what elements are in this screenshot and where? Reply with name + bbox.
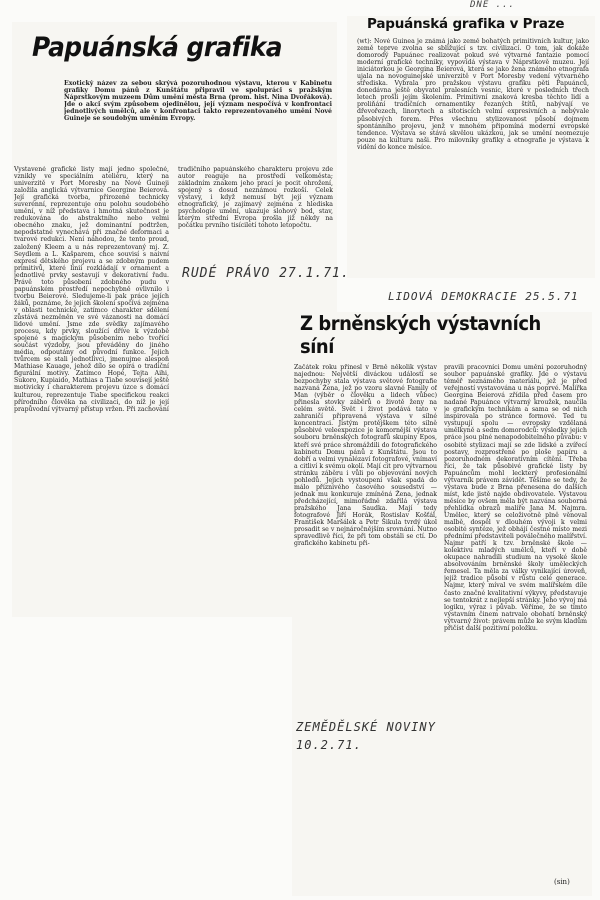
article-column-2: tradičního papuánského charakteru projevu zde autor reaguje na prostředí velkoměsta; základním znakem jeho prací je pocit ohrožení, spojený s dosud neznámou rozkoší. Celek výstavy, i když nemusí být její význam etnografický, je zajímavý zejména z hlediska psychologie umění, ukazuje slohový bod, stav, kterým střední Evropa prošla již někdy na počátku prvního tisíciletí tohoto letopočtu. [178,166,333,230]
article-signature: (sin) [554,878,570,886]
clipping-papuanska-grafika [12,22,337,617]
article-title: Z brněnských výstavních síní [300,312,541,358]
source-label-zemedelske-noviny: ZEMĚDĚLSKÉ NOVINY 10.2.71. [296,720,436,752]
article-column-1: Začátek roku přinesl v Brně několik výstav najednou: Největší diváckou událostí se bezpochyby stala výstava světové fotografie nazvaná Žena, jež po vzoru slavné Family of Man (výběr o člověku a lidech vůbec) přinesla stovky záběrů o životě ženy na celém světě. Svět i život podává tato v zahraničí připravená výstava v silné koncentraci. Jistým protějškem této silně působivé veleexpozice je komornější výstava souboru brněnských fotografů skupiny Epos, kteří své práce shromáždili do fotografického kabinetu Domu pánů z Kunštátu. Jsou to dobří a velmi vynalézaví fotografové, vnímaví a citliví k svému okolí. Mají cit pro výtvarnou stránku záběru i vůli po objevování nových pohledů. Jejich vystoupení však spadá do málo příznivého časového sousedství — jednak mu konkuruje zmíněná Žena, jednak předcházející, mimořádně zdařilá výstava pražského Jana Saudka. Mají tedy fotografové Jiří Horák, Rostislav Košťál, František Maršálek a Petr Šikula tvrdý úkol prosadit se v nejnáročnějším srovnání. Nutno spravedlivě říci, že při tom obstáli se ctí. Do grafického kabinetu při- [294,364,437,548]
source-label-rude-pravo: RUDÉ PRÁVO 27.1.71. [182,266,350,281]
article-column-2: pravili pracovníci Domu umění pozoruhodný soubor papuánské grafiky. Jde o výstavu téměř neznámého materiálu, jež je před veřejností vystavována u nás poprvé. Malířka Georgina Beierová zřídila před časem pro nadané Papuánce výtvarný kroužek, naučila je grafickým technikám a sama se od nich inspirovala po stránce formové. Ted tu vystupují spolu — evropsky vzdělaná umělkyně a sedm domorodců: výsledky jejich práce jsou plné nenapodobitelného půvabu: v osobité stylizaci mají se zde lidské a zvířecí postavy, rozprostřené po ploše papíru a pozoruhodném dekorativním cítění. Třeba říci, že tak působivé grafické listy by Papuáncům mohl leckterý profesionální výtvarník právem závidět. Těšíme se tedy, že výstava bude z Brna přenesena do dalších míst, kde jistě najde obdivovatele. Výstavou měsíce by ovšem měla být nazvána souborná přehlídka obrazů malíře Jana M. Najmra. Umělec, který se celoživotně plně věnoval malbě, dospěl v dlouhém vývoji k velmi osobité syntéze, jež obhájí čestné místo mezi předními představiteli poválečného malířství. Najmr patří k tzv. brněnské škole — kolektivu mladých umělců, kteří v době okupace nahradili studium na vysoké škole absolvováním brněnské školy uměleckých řemesel. Ta měla za války vynikající úroveň, jejíž tradice působí v růstu celé generace. Najmr, který míval ve svém malířském díle často značné kvalitativní výkyvy, představuje se tentokrát z nejlepší stránky. Jeho vývoj má logiku, výraz i půvab. Věříme, že se tímto výstavním činem natrvalo obohatí brněnský výtvarný život: právem může ke svým kladům přičíst další pozitivní položku. [444,364,587,632]
article-body: (wt): Nové Guinea je známá jako země bohatých primitivních kultur, jako země teprve zvolna se sbližující s tzv. civilizací. O tom, jak dokáže domorodý Papuánec realizovat pokud své výtvarné fantazie pomocí moderní grafické techniky, vypovídá výstava v Náprstkově muzeu. Její iniciátorkou je Georgina Beierová, která se jako žena známého etnografa ujala na novoguinejské univerzitě v Port Moresby vedení výtvarného střediska. Vybrala pro pražskou výstavu grafiku pěti Papuánců, donedávna ještě obyvatel pralesních vesnic, které v posledních třech letech prošli jejím školením. Primitivní znaková kresba těchto lidí a proliňání tradičních ornamentiky řezaných štítů, nabývají ve dřevořezech, linorytech a sítotiscích velmi expresivních a nebývale působivých forem. Přes všechnu stylizovanost působí dojmem spontánního projevu, jenž v mnohém připomíná moderní evropské tendence. Výstava se stává skvělou ukázkou, jak se umění neomezuje pouze na kulturu naši. Pro milovníky grafiky a etnografie je výstava k vidění do konce měsíce. [357,38,589,151]
article-title: Papuánská grafika v Praze [367,16,565,32]
clipping-z-brnenskych-vystavnich-sini [292,312,592,896]
article-title: Papuánská grafika [32,32,283,63]
source-label-lidova-demokracie: LIDOVÁ DEMOKRACIE 25.5.71 [388,290,579,303]
article-lead: Exotický název za sebou skrývá pozoruhodnou výstavu, kterou v Kabinetu grafiky Domu pánů z Kunštátu připravil ve spolupráci s pražským Náprstkovým muzeem Dům umění města Brna (prom. hist. Nina Dvořáková). Jde o akci svým způsobem ojedinělou, její význam nespočívá v konfrontaci jednotlivých umělců, ale v konfrontaci takto reprezentovaného umění Nové Guineje se soudobým uměním Evropy. [64,80,332,123]
article-column-1: Vystavené grafické listy mají jedno společné, vznikly ve speciálním ateliéru, který na univerzitě v Port Moresby na Nové Guineji založila anglická výtvarnice Georgine Beierová. Její grafická tvorba, přirozeně technicky suverénní, reprezentuje onu polohu soudobého umění, v níž představa i hmotná skutečnost je redukována do abstraktního nebo velmi obecného znaku, jež dominantní podtržen, nepodstatné vynechává při značné deformaci a tvarové redukci. Není náhodou, že tento proud, založený Kleem a u nás reprezentovaný mj. Z. Seydlem a L. Kašparem, chce souvisí s naivní expresí dětského projevu a se zdobným pudem primitivů, které linií rozkládají v ornament a jednotlivé prvky sestavují v dekorativní řadu. Právě toto působení zdobného pudu v papuánském prostředí nepochybně ovlivnilo i tvorbu Beierové. Sledujeme-li pak práce jejích žáků, poznáme, že jejich školení spočívá zejména v oblasti technické, zatímco charakter sdělení zůstává nezměněn ve své vázanosti na domácí lidové umění. Jsme zde svědky zajímavého procesu, kdy prvky, sloužící dříve k výzdobě spojené s magickým působením nebo tvořící součást výzdoby, jsou převáděny do jiného média, odpoutány od původní funkce. Jejich tvůrcem se stali jednotlivci, jmenujme alespoň Mathiase Kauage, jehož dílo se opírá o tradiční figurální motivy. Zatímco Hopé, Tejta Aihi, Sukoro, Kupiaido, Mathias a Tiabe souvisejí ještě motivicky i charakterem projevu úzce s domácí kulturou, reprezentuje Tiabe specifickou reakci přírodního člověka na civilizaci, do níž je její prapůvodní výtvarný přístup vržen. Při zachování [14,166,169,413]
top-handwritten-mark: DNE ... [470,0,515,10]
clipping-papuanska-grafika-v-praze [347,16,595,278]
